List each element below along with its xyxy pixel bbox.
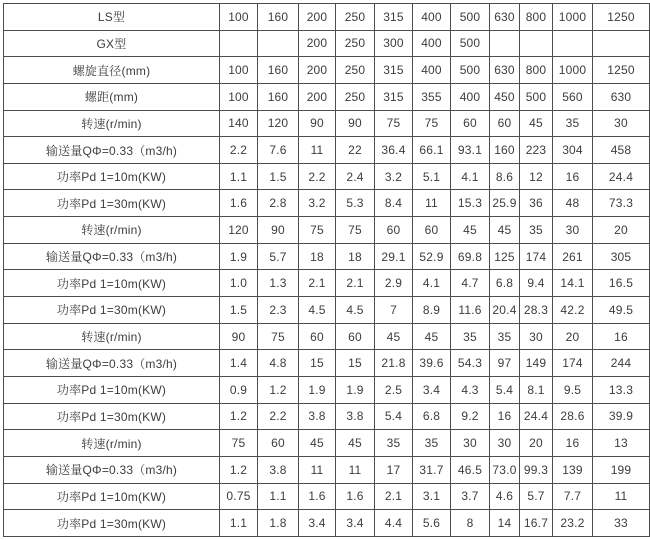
table-cell: 22 bbox=[336, 137, 375, 164]
table-cell: 15 bbox=[336, 350, 375, 377]
table-cell: 355 bbox=[413, 83, 451, 110]
table-cell: 11 bbox=[336, 456, 375, 483]
table-cell: 7 bbox=[375, 297, 413, 324]
table-cell: 17 bbox=[375, 456, 413, 483]
table-cell: 1.2 bbox=[258, 376, 299, 403]
table-cell: 2.9 bbox=[375, 270, 413, 297]
table-cell: 29.1 bbox=[375, 243, 413, 270]
table-cell: 14.1 bbox=[553, 270, 593, 297]
table-cell: 49.5 bbox=[593, 297, 650, 324]
table-cell: 250 bbox=[336, 4, 375, 31]
table-cell: 1.6 bbox=[336, 483, 375, 510]
table-cell: 90 bbox=[220, 323, 258, 350]
table-cell: 24.4 bbox=[593, 163, 650, 190]
table-cell: 30 bbox=[553, 217, 593, 244]
table-cell: 36 bbox=[520, 190, 553, 217]
table-cell bbox=[490, 30, 520, 57]
table-cell: 2.2 bbox=[220, 137, 258, 164]
table-cell: 20 bbox=[593, 217, 650, 244]
table-cell: 120 bbox=[220, 217, 258, 244]
table-cell: 1.5 bbox=[220, 297, 258, 324]
table-cell: 45 bbox=[520, 110, 553, 137]
table-cell: 1.9 bbox=[299, 376, 336, 403]
table-cell: 315 bbox=[375, 83, 413, 110]
table-cell: 160 bbox=[258, 57, 299, 84]
row-label: 功率Pd 1=10m(KW) bbox=[4, 483, 220, 510]
table-cell: 3.4 bbox=[299, 510, 336, 537]
table-cell: 4.4 bbox=[375, 510, 413, 537]
table-cell: 450 bbox=[490, 83, 520, 110]
table-cell: 8.1 bbox=[520, 376, 553, 403]
table-cell: 35 bbox=[490, 323, 520, 350]
table-cell: 400 bbox=[413, 30, 451, 57]
table-row bbox=[4, 4, 650, 31]
table-cell: 1.6 bbox=[299, 483, 336, 510]
table-cell: 14 bbox=[490, 510, 520, 537]
table-cell: 45 bbox=[413, 323, 451, 350]
table-cell: 3.2 bbox=[299, 190, 336, 217]
table-cell: 1.6 bbox=[220, 190, 258, 217]
table-cell: 174 bbox=[553, 350, 593, 377]
table-cell: 4.5 bbox=[336, 297, 375, 324]
table-cell: 2.3 bbox=[258, 297, 299, 324]
table-cell: 30 bbox=[490, 430, 520, 457]
table-cell: 25.9 bbox=[490, 190, 520, 217]
table-cell: 35 bbox=[413, 430, 451, 457]
table-cell: 16 bbox=[593, 323, 650, 350]
table-cell: 1000 bbox=[553, 57, 593, 84]
table-cell: 35 bbox=[520, 217, 553, 244]
table-cell: 630 bbox=[593, 83, 650, 110]
table-cell: 400 bbox=[413, 57, 451, 84]
table-cell: 4.8 bbox=[258, 350, 299, 377]
table-cell: 33 bbox=[593, 510, 650, 537]
table-cell: 20 bbox=[553, 323, 593, 350]
table-cell: 42.2 bbox=[553, 297, 593, 324]
table-cell: 9.5 bbox=[553, 376, 593, 403]
row-label: 功率Pd 1=30m(KW) bbox=[4, 403, 220, 430]
table-cell: 45 bbox=[336, 430, 375, 457]
table-cell: 73.3 bbox=[593, 190, 650, 217]
table-cell: 11 bbox=[593, 483, 650, 510]
table-cell: 200 bbox=[299, 57, 336, 84]
table-cell: 75 bbox=[299, 217, 336, 244]
table-cell: 2.4 bbox=[336, 163, 375, 190]
table-cell: 630 bbox=[490, 4, 520, 31]
table-row bbox=[4, 243, 650, 270]
table-cell: 100 bbox=[220, 57, 258, 84]
table-row bbox=[4, 403, 650, 430]
table-cell: 3.8 bbox=[336, 403, 375, 430]
table-cell: 200 bbox=[299, 4, 336, 31]
table-cell: 15.3 bbox=[451, 190, 490, 217]
table-row bbox=[4, 376, 650, 403]
row-label: 输送量QΦ=0.33（m3/h) bbox=[4, 456, 220, 483]
table-row bbox=[4, 83, 650, 110]
table-cell: 1000 bbox=[553, 4, 593, 31]
row-label: 功率Pd 1=30m(KW) bbox=[4, 190, 220, 217]
table-cell: 3.2 bbox=[375, 163, 413, 190]
table-row bbox=[4, 350, 650, 377]
table-cell: 69.8 bbox=[451, 243, 490, 270]
table-cell: 90 bbox=[299, 110, 336, 137]
table-cell: 16 bbox=[553, 163, 593, 190]
table-cell: 4.6 bbox=[490, 483, 520, 510]
table-cell: 4.1 bbox=[413, 270, 451, 297]
table-cell: 7.7 bbox=[553, 483, 593, 510]
table-cell: 500 bbox=[520, 83, 553, 110]
table-cell: 45 bbox=[299, 430, 336, 457]
table-cell: 4.5 bbox=[299, 297, 336, 324]
table-cell: 250 bbox=[336, 83, 375, 110]
table-cell: 18 bbox=[299, 243, 336, 270]
row-label: 输送量QΦ=0.33（m3/h) bbox=[4, 137, 220, 164]
table-cell: 99.3 bbox=[520, 456, 553, 483]
table-cell: 9.4 bbox=[520, 270, 553, 297]
table-row bbox=[4, 297, 650, 324]
table-cell: 1.9 bbox=[336, 376, 375, 403]
table-cell: 1.8 bbox=[258, 510, 299, 537]
table-cell: 500 bbox=[451, 57, 490, 84]
table-cell: 24.4 bbox=[520, 403, 553, 430]
table-cell: 8 bbox=[451, 510, 490, 537]
table-cell: 400 bbox=[413, 4, 451, 31]
table-cell: 1250 bbox=[593, 4, 650, 31]
table-cell: 2.2 bbox=[299, 163, 336, 190]
table-cell: 8.9 bbox=[413, 297, 451, 324]
row-label: 转速(r/min) bbox=[4, 110, 220, 137]
table-cell: 13.3 bbox=[593, 376, 650, 403]
row-label: LS型 bbox=[4, 4, 220, 31]
table-cell: 30 bbox=[451, 430, 490, 457]
table-cell: 8.6 bbox=[490, 163, 520, 190]
table-cell: 97 bbox=[490, 350, 520, 377]
table-cell: 800 bbox=[520, 57, 553, 84]
table-cell: 1.3 bbox=[258, 270, 299, 297]
table-cell: 5.7 bbox=[520, 483, 553, 510]
table-cell: 140 bbox=[220, 110, 258, 137]
table-cell: 39.6 bbox=[413, 350, 451, 377]
table-cell: 23.2 bbox=[553, 510, 593, 537]
table-cell: 458 bbox=[593, 137, 650, 164]
table-cell: 630 bbox=[490, 57, 520, 84]
table-cell: 28.6 bbox=[553, 403, 593, 430]
table-cell: 2.2 bbox=[258, 403, 299, 430]
table-cell: 500 bbox=[451, 4, 490, 31]
table-cell: 6.8 bbox=[490, 270, 520, 297]
table-cell: 11.6 bbox=[451, 297, 490, 324]
table-cell: 250 bbox=[336, 57, 375, 84]
table-cell: 125 bbox=[490, 243, 520, 270]
table-cell: 1.5 bbox=[258, 163, 299, 190]
row-label: 功率Pd 1=30m(KW) bbox=[4, 510, 220, 537]
table-cell: 75 bbox=[220, 430, 258, 457]
table-body bbox=[4, 4, 650, 537]
table-cell: 60 bbox=[490, 110, 520, 137]
table-cell: 16 bbox=[553, 430, 593, 457]
table-cell: 1.1 bbox=[220, 163, 258, 190]
row-label: 功率Pd 1=10m(KW) bbox=[4, 376, 220, 403]
table-cell: 11 bbox=[299, 137, 336, 164]
table-cell: 199 bbox=[593, 456, 650, 483]
table-cell: 90 bbox=[336, 110, 375, 137]
table-cell: 75 bbox=[413, 110, 451, 137]
table-cell: 560 bbox=[553, 83, 593, 110]
table-cell: 9.2 bbox=[451, 403, 490, 430]
table-row bbox=[4, 57, 650, 84]
table-cell: 60 bbox=[451, 110, 490, 137]
table-cell: 11 bbox=[299, 456, 336, 483]
table-cell: 2.1 bbox=[299, 270, 336, 297]
table-cell: 7.6 bbox=[258, 137, 299, 164]
table-cell: 93.1 bbox=[451, 137, 490, 164]
table-cell: 73.0 bbox=[490, 456, 520, 483]
table-cell: 4.7 bbox=[451, 270, 490, 297]
row-label: 功率Pd 1=10m(KW) bbox=[4, 163, 220, 190]
table-cell: 35 bbox=[451, 323, 490, 350]
row-label: 螺旋直径(mm) bbox=[4, 57, 220, 84]
table-cell: 1.1 bbox=[220, 510, 258, 537]
table-row bbox=[4, 323, 650, 350]
table-cell: 11 bbox=[413, 190, 451, 217]
table-cell: 16.7 bbox=[520, 510, 553, 537]
table-cell: 500 bbox=[451, 30, 490, 57]
table-cell bbox=[220, 30, 258, 57]
table-cell: 16 bbox=[490, 403, 520, 430]
table-cell: 149 bbox=[520, 350, 553, 377]
table-cell: 46.5 bbox=[451, 456, 490, 483]
table-cell: 100 bbox=[220, 83, 258, 110]
table-cell: 160 bbox=[258, 4, 299, 31]
table-cell: 75 bbox=[258, 323, 299, 350]
table-cell: 60 bbox=[258, 430, 299, 457]
table-row bbox=[4, 430, 650, 457]
table-cell: 15 bbox=[299, 350, 336, 377]
table-cell: 52.9 bbox=[413, 243, 451, 270]
table-cell: 66.1 bbox=[413, 137, 451, 164]
table-cell: 30 bbox=[520, 323, 553, 350]
table-row bbox=[4, 510, 650, 537]
table-cell: 35 bbox=[375, 430, 413, 457]
table-cell bbox=[593, 30, 650, 57]
table-cell: 5.1 bbox=[413, 163, 451, 190]
table-cell: 200 bbox=[299, 30, 336, 57]
table-cell: 8.4 bbox=[375, 190, 413, 217]
table-cell: 400 bbox=[451, 83, 490, 110]
table-cell: 250 bbox=[336, 30, 375, 57]
table-cell bbox=[258, 30, 299, 57]
table-cell: 12 bbox=[520, 163, 553, 190]
table-cell: 6.8 bbox=[413, 403, 451, 430]
table-cell: 300 bbox=[375, 30, 413, 57]
table-cell: 160 bbox=[490, 137, 520, 164]
table-cell: 3.4 bbox=[413, 376, 451, 403]
table-cell: 35 bbox=[553, 110, 593, 137]
table-cell: 1250 bbox=[593, 57, 650, 84]
table-cell: 1.4 bbox=[220, 350, 258, 377]
table-cell: 75 bbox=[336, 217, 375, 244]
table-cell: 3.7 bbox=[451, 483, 490, 510]
row-label: 功率Pd 1=10m(KW) bbox=[4, 270, 220, 297]
table-cell: 5.7 bbox=[258, 243, 299, 270]
row-label: 螺距(mm) bbox=[4, 83, 220, 110]
table-cell: 1.2 bbox=[220, 403, 258, 430]
table-cell: 5.4 bbox=[375, 403, 413, 430]
table-cell: 1.9 bbox=[220, 243, 258, 270]
table-cell: 2.5 bbox=[375, 376, 413, 403]
row-label: 输送量QΦ=0.33（m3/h) bbox=[4, 350, 220, 377]
table-cell: 0.9 bbox=[220, 376, 258, 403]
table-cell: 2.1 bbox=[375, 483, 413, 510]
table-cell: 200 bbox=[299, 83, 336, 110]
table-cell: 13 bbox=[593, 430, 650, 457]
table-cell: 16.5 bbox=[593, 270, 650, 297]
table-cell: 120 bbox=[258, 110, 299, 137]
table-cell: 18 bbox=[336, 243, 375, 270]
table-cell: 100 bbox=[220, 4, 258, 31]
table-row bbox=[4, 30, 650, 57]
table-cell: 60 bbox=[336, 323, 375, 350]
table-row bbox=[4, 217, 650, 244]
table-row bbox=[4, 163, 650, 190]
table-cell: 3.8 bbox=[258, 456, 299, 483]
table-cell: 5.6 bbox=[413, 510, 451, 537]
row-label: 转速(r/min) bbox=[4, 430, 220, 457]
table-cell: 139 bbox=[553, 456, 593, 483]
table-cell: 244 bbox=[593, 350, 650, 377]
row-label: 转速(r/min) bbox=[4, 217, 220, 244]
table-row bbox=[4, 110, 650, 137]
table-cell: 48 bbox=[553, 190, 593, 217]
table-cell: 28.3 bbox=[520, 297, 553, 324]
table-cell: 2.8 bbox=[258, 190, 299, 217]
table-cell: 30 bbox=[593, 110, 650, 137]
table-cell: 45 bbox=[490, 217, 520, 244]
row-label: 转速(r/min) bbox=[4, 323, 220, 350]
table-cell: 1.0 bbox=[220, 270, 258, 297]
table-row bbox=[4, 483, 650, 510]
row-label: GX型 bbox=[4, 30, 220, 57]
table-cell: 304 bbox=[553, 137, 593, 164]
table-cell: 315 bbox=[375, 57, 413, 84]
table-cell: 315 bbox=[375, 4, 413, 31]
table-cell: 800 bbox=[520, 4, 553, 31]
table-row bbox=[4, 270, 650, 297]
table-cell: 5.3 bbox=[336, 190, 375, 217]
table-cell: 4.1 bbox=[451, 163, 490, 190]
table-cell: 20.4 bbox=[490, 297, 520, 324]
table-cell bbox=[553, 30, 593, 57]
table-cell: 5.4 bbox=[490, 376, 520, 403]
table-cell: 3.8 bbox=[299, 403, 336, 430]
screw-conveyor-spec-table bbox=[3, 3, 650, 537]
table-cell: 1.2 bbox=[220, 456, 258, 483]
row-label: 输送量QΦ=0.33（m3/h) bbox=[4, 243, 220, 270]
row-label: 功率Pd 1=30m(KW) bbox=[4, 297, 220, 324]
table-cell: 20 bbox=[520, 430, 553, 457]
table-cell: 75 bbox=[375, 110, 413, 137]
table-cell: 305 bbox=[593, 243, 650, 270]
table-cell: 261 bbox=[553, 243, 593, 270]
table-cell: 60 bbox=[413, 217, 451, 244]
table-row bbox=[4, 137, 650, 164]
table-cell: 54.3 bbox=[451, 350, 490, 377]
table-cell: 60 bbox=[299, 323, 336, 350]
table-cell: 174 bbox=[520, 243, 553, 270]
table-cell: 3.1 bbox=[413, 483, 451, 510]
table-cell: 60 bbox=[375, 217, 413, 244]
table-cell: 160 bbox=[258, 83, 299, 110]
table-cell: 4.3 bbox=[451, 376, 490, 403]
table-row bbox=[4, 456, 650, 483]
table-cell: 90 bbox=[258, 217, 299, 244]
table-cell: 1.1 bbox=[258, 483, 299, 510]
table-cell bbox=[520, 30, 553, 57]
table-cell: 2.1 bbox=[336, 270, 375, 297]
table-cell: 39.9 bbox=[593, 403, 650, 430]
table-row bbox=[4, 190, 650, 217]
table-cell: 223 bbox=[520, 137, 553, 164]
table-cell: 3.4 bbox=[336, 510, 375, 537]
table-cell: 21.8 bbox=[375, 350, 413, 377]
table-cell: 0.75 bbox=[220, 483, 258, 510]
table-cell: 36.4 bbox=[375, 137, 413, 164]
table-cell: 31.7 bbox=[413, 456, 451, 483]
table-cell: 45 bbox=[451, 217, 490, 244]
table-cell: 45 bbox=[375, 323, 413, 350]
